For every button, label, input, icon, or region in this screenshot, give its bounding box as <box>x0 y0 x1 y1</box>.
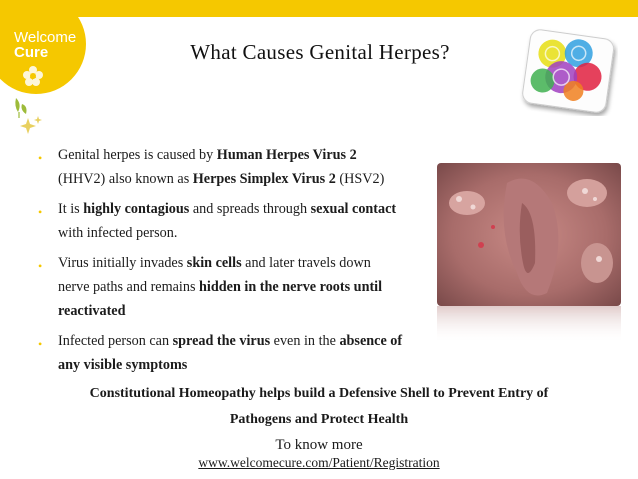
bullet-emphasis: spread the virus <box>172 332 271 349</box>
bullet-line <box>58 251 443 275</box>
clinical-photo-reflection <box>437 306 621 344</box>
brand-logo-text[interactable] <box>14 30 76 60</box>
bullet-text: even in the <box>270 332 340 349</box>
footer-line-2: Pathogens and Protect Health <box>229 412 409 427</box>
bullet-emphasis: reactivated <box>58 303 126 320</box>
bullet-line <box>58 353 443 377</box>
bullet-text: It is <box>58 200 84 217</box>
logo-line-cure: Cure <box>14 44 49 61</box>
bullet-line <box>58 197 443 221</box>
bullet-dot-icon: • <box>38 151 43 165</box>
footer-line-1: Constitutional Homeopathy helps build a Defensive Shell to Prevent Entry of <box>89 386 549 401</box>
bullet-dot-icon: • <box>38 204 43 219</box>
registration-link[interactable]: www.welcomecure.com/Patient/Registration <box>198 455 440 470</box>
top-accent-bar <box>0 0 638 17</box>
bullet-text: with infected person. <box>58 225 178 242</box>
bullet-text: (HHV2) also known as <box>58 171 193 188</box>
bullet-text: Genital herpes is caused by <box>58 147 217 163</box>
bullet-dot-icon: • <box>38 258 43 273</box>
bullet-emphasis: skin cells <box>186 254 242 271</box>
bullet-line <box>58 143 443 167</box>
bullet-item <box>38 197 443 246</box>
flower-icon <box>22 65 44 87</box>
bullet-dot-icon: • <box>38 336 43 351</box>
bullet-text: and spreads through <box>189 200 311 217</box>
bullet-emphasis: hidden in the nerve roots until <box>199 279 383 296</box>
footer-line-3: To know more <box>275 437 363 453</box>
bullet-list <box>38 143 443 383</box>
bullet-text: Infected person can <box>58 332 173 349</box>
bullet-emphasis: sexual contact <box>310 200 397 217</box>
bullet-text: Virus initially invades <box>58 254 187 271</box>
bullet-line <box>58 167 443 191</box>
bullet-text: and later travels down <box>241 254 371 271</box>
bullet-line <box>58 221 443 245</box>
slide-title: What Causes Genital Herpes? <box>190 40 450 64</box>
logo-line-welcome: Welcome <box>14 29 77 46</box>
bullet-item <box>38 251 443 324</box>
bullet-item <box>38 329 443 378</box>
bullet-line <box>58 329 443 353</box>
bullet-line <box>58 299 443 323</box>
bullet-item <box>38 143 443 192</box>
footer-link-line <box>0 455 638 471</box>
bullet-line <box>58 275 443 299</box>
clinical-photo <box>437 163 621 306</box>
bullet-emphasis: highly contagious <box>83 200 190 217</box>
bullet-text: nerve paths and remains <box>58 279 200 296</box>
bullet-text: (HSV2) <box>335 171 385 188</box>
bullet-emphasis: absence of <box>339 332 403 349</box>
bullet-emphasis: any visible symptoms <box>58 357 188 374</box>
sprig-decoration-icon <box>8 96 48 146</box>
bullet-emphasis: Human Herpes Virus 2 <box>216 147 357 163</box>
condoms-image <box>518 28 618 116</box>
bullet-emphasis: Herpes Simplex Virus 2 <box>192 171 336 188</box>
